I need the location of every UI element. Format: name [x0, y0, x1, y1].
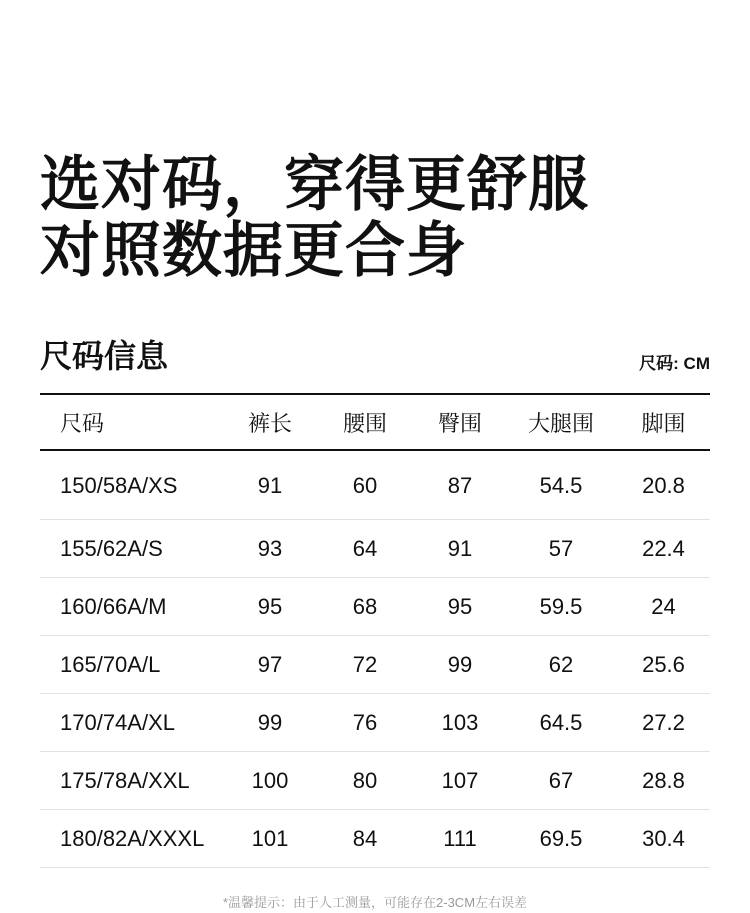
cell-thigh: 54.5 [505, 450, 617, 520]
cell-waist: 64 [315, 520, 415, 578]
cell-thigh: 64.5 [505, 694, 617, 752]
cell-length: 101 [225, 810, 315, 868]
cell-size: 160/66A/M [40, 578, 225, 636]
header-length: 裤长 [247, 410, 292, 436]
header-thigh: 大腿围 [527, 410, 594, 436]
cell-size: 170/74A/XL [40, 694, 225, 752]
cell-size: 155/62A/S [40, 520, 225, 578]
cell-length: 99 [225, 694, 315, 752]
cell-waist: 76 [315, 694, 415, 752]
cell-thigh: 67 [505, 752, 617, 810]
cell-size: 150/58A/XS [40, 450, 225, 520]
headline-line-1: 选对码，穿得更舒服 [40, 151, 589, 218]
table-row [40, 752, 710, 810]
cell-waist: 68 [315, 578, 415, 636]
unit-label: 尺码: CM [639, 354, 710, 373]
cell-leg-opening: 20.8 [617, 450, 710, 520]
table-row [40, 810, 710, 868]
page-headline [40, 152, 589, 284]
cell-thigh: 57 [505, 520, 617, 578]
cell-waist: 80 [315, 752, 415, 810]
cell-size: 175/78A/XXL [40, 752, 225, 810]
cell-hip: 95 [415, 578, 505, 636]
table-row [40, 578, 710, 636]
cell-hip: 103 [415, 694, 505, 752]
cell-length: 91 [225, 450, 315, 520]
cell-thigh: 62 [505, 636, 617, 694]
headline-line-2: 对照数据更合身 [40, 217, 467, 284]
cell-leg-opening: 30.4 [617, 810, 710, 868]
cell-waist: 84 [315, 810, 415, 868]
cell-leg-opening: 25.6 [617, 636, 710, 694]
cell-thigh: 69.5 [505, 810, 617, 868]
size-table [40, 393, 710, 868]
table-row [40, 520, 710, 578]
cell-waist: 72 [315, 636, 415, 694]
cell-length: 93 [225, 520, 315, 578]
table-row [40, 636, 710, 694]
table-row [40, 450, 710, 520]
cell-length: 100 [225, 752, 315, 810]
measurement-footnote: *温馨提示：由于人工测量，可能存在2-3CM左右误差 [222, 895, 528, 910]
cell-leg-opening: 22.4 [617, 520, 710, 578]
cell-length: 97 [225, 636, 315, 694]
cell-leg-opening: 28.8 [617, 752, 710, 810]
header-waist: 腰围 [342, 410, 387, 436]
cell-hip: 91 [415, 520, 505, 578]
cell-hip: 111 [415, 810, 505, 868]
header-leg-opening: 脚围 [641, 410, 686, 436]
cell-length: 95 [225, 578, 315, 636]
cell-size: 165/70A/L [40, 636, 225, 694]
cell-hip: 107 [415, 752, 505, 810]
cell-leg-opening: 27.2 [617, 694, 710, 752]
section-title: 尺码信息 [40, 338, 169, 374]
table-header-row [40, 394, 710, 450]
header-size: 尺码 [60, 410, 105, 436]
table-row [40, 694, 710, 752]
cell-leg-opening: 24 [617, 578, 710, 636]
cell-hip: 99 [415, 636, 505, 694]
cell-size: 180/82A/XXXL [40, 810, 225, 868]
header-hip: 臀围 [437, 410, 482, 436]
cell-hip: 87 [415, 450, 505, 520]
cell-thigh: 59.5 [505, 578, 617, 636]
cell-waist: 60 [315, 450, 415, 520]
